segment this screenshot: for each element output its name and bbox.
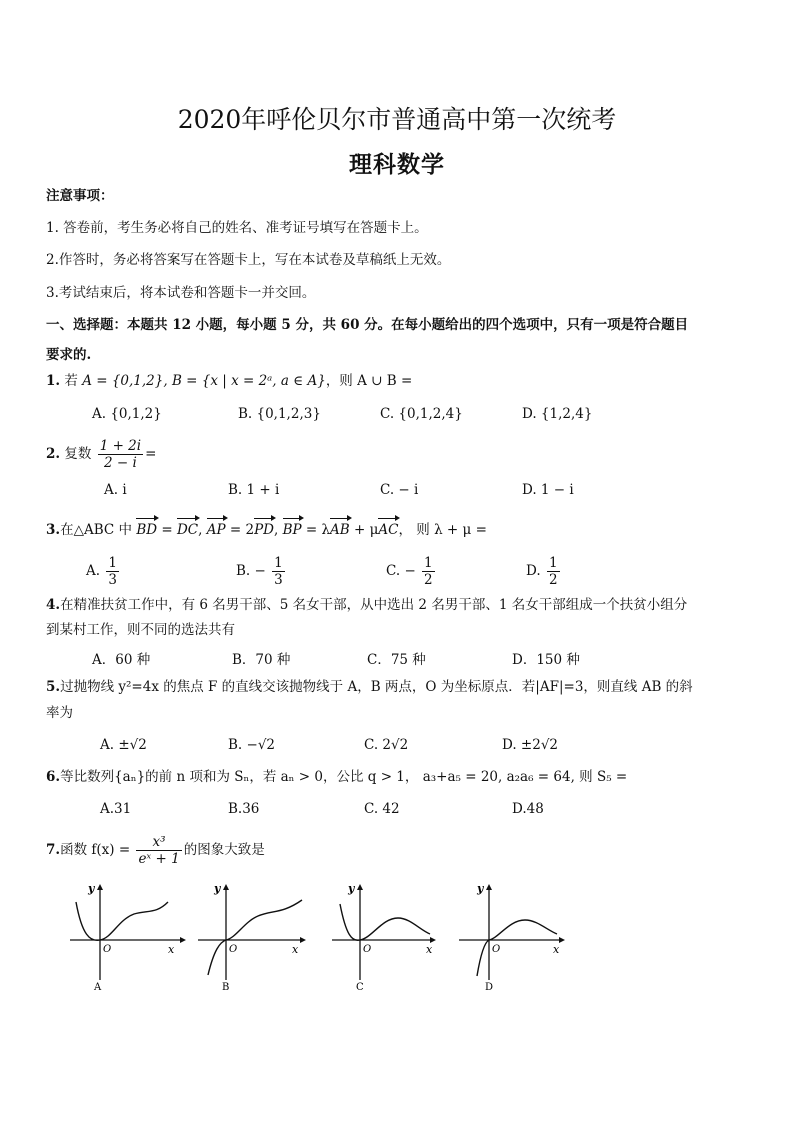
option-label: B. <box>236 563 251 579</box>
y-arrow <box>223 884 229 890</box>
question-text: 等比数列{aₙ}的前 n 项和为 Sₙ，若 aₙ > 0，公比 q > 1， a₃+a₅ = 20, a₂a₆ = 64, 则 S₅ = <box>60 769 628 785</box>
fraction-numerator: 1 <box>108 555 117 571</box>
origin-label: O <box>363 944 372 955</box>
vector-ap: AP <box>206 522 226 538</box>
vector-dc: DC <box>176 522 199 538</box>
option-label: C. <box>386 563 401 579</box>
graph-c <box>330 880 450 995</box>
section-heading-line1: 一、选择题：本题共 12 小题，每小题 5 分，共 60 分。在每小题给出的四个选项中，只有一项是符合题目 <box>46 317 689 333</box>
vector-pd: PD <box>254 522 274 538</box>
graph-label: C <box>356 982 364 993</box>
graph-d <box>455 880 575 995</box>
graph-label: A <box>94 982 102 993</box>
x-label: x <box>168 943 175 956</box>
question-3 <box>46 520 487 540</box>
section-heading-line2: 要求的. <box>46 347 92 363</box>
q5-option-b: B. −√2 <box>228 737 276 753</box>
q1-option-a: A. {0,1,2} <box>92 406 162 422</box>
fraction-denominator: 3 <box>274 572 283 588</box>
math-symbol: = 2 <box>225 522 255 538</box>
math-symbol: , <box>273 522 283 538</box>
question-number: 2. <box>46 446 61 462</box>
q5-option-c: C. 2√2 <box>364 737 409 753</box>
question-text: 在△ABC 中 <box>60 522 133 538</box>
q6-option-a: A.31 <box>100 801 132 817</box>
graph-a <box>68 880 188 995</box>
question-text: 复数 <box>64 446 92 462</box>
graph-label: D <box>485 982 494 993</box>
y-arrow <box>97 884 103 890</box>
fraction-denominator: 2 <box>548 572 558 588</box>
q4-option-c: C．75 种 <box>367 652 426 668</box>
question-text: 过抛物线 y²=4x 的焦点 F 的直线交该抛物线于 A，B 两点，O 为坐标原点．若|AF|=3，则直线 AB 的斜 <box>60 679 693 695</box>
y-label: y <box>348 882 355 895</box>
fraction-denominator: eˣ + 1 <box>138 851 180 867</box>
curve <box>340 904 430 940</box>
q5-option-a: A. ±√2 <box>100 737 147 753</box>
q4-option-d: D．150 种 <box>512 652 580 668</box>
notice-item-1: 1. 答卷前，考生务必将自己的姓名、准考证号填写在答题卡上。 <box>46 220 428 236</box>
question-text: 的图象大致是 <box>183 842 265 858</box>
fraction-numerator: 1 + 2i <box>99 438 142 454</box>
math-symbol: = <box>157 522 177 538</box>
fraction <box>547 555 560 588</box>
q1-option-c: C. {0,1,2,4} <box>380 406 463 422</box>
x-arrow <box>559 937 565 943</box>
x-label: x <box>426 943 433 956</box>
question-number: 5. <box>46 679 61 695</box>
question-5-line2: 率为 <box>46 705 73 721</box>
q4-option-a: A．60 种 <box>92 652 151 668</box>
question-2 <box>46 438 156 471</box>
math-expression: A = {0,1,2}, B = {x | x = 2ᵃ, a ∈ A} <box>82 373 326 389</box>
fraction-denominator: 2 <box>424 572 433 588</box>
fraction-numerator: 1 <box>424 555 433 571</box>
math-symbol: , <box>198 522 207 538</box>
y-arrow <box>357 884 363 890</box>
fraction-numerator: 1 <box>548 555 558 571</box>
question-4-line1 <box>46 595 687 615</box>
notice-heading: 注意事项： <box>46 188 114 204</box>
option-label: A. <box>86 563 101 579</box>
origin-label: O <box>229 944 238 955</box>
origin-label: O <box>492 944 501 955</box>
graph-label: B <box>222 982 230 993</box>
q5-option-d: D. ±2√2 <box>502 737 559 753</box>
q3-option-a <box>86 555 121 588</box>
vector-bd: BD <box>136 522 158 538</box>
fraction <box>106 555 119 588</box>
fraction-denominator: 2 − i <box>103 455 137 471</box>
fraction-denominator: 3 <box>108 572 117 588</box>
question-number: 7. <box>46 842 61 858</box>
fraction-numerator: x³ <box>136 834 181 851</box>
question-4-line2: 到某村工作，则不同的选法共有 <box>46 622 235 638</box>
exam-title: 2020年呼伦贝尔市普通高中第一次统考 <box>177 105 617 134</box>
fraction <box>422 555 435 588</box>
q4-option-b: B．70 种 <box>232 652 291 668</box>
question-text: ，则 A ∪ B = <box>325 373 413 389</box>
x-label: x <box>553 943 560 956</box>
question-number: 4. <box>46 597 61 613</box>
question-number: 1. <box>46 373 61 389</box>
q3-option-d <box>526 555 562 588</box>
fraction <box>136 834 181 867</box>
q2-option-d: D. 1 − i <box>522 482 574 498</box>
question-text: = <box>145 446 157 462</box>
q1-option-d: D. {1,2,4} <box>522 406 593 422</box>
exam-subtitle: 理科数学 <box>349 151 445 178</box>
question-5-line1 <box>46 677 693 697</box>
x-label: x <box>292 943 299 956</box>
notice-item-2: 2.作答时，务必将答案写在答题卡上，写在本试卷及草稿纸上无效。 <box>46 252 451 268</box>
fraction-numerator: 1 <box>274 555 283 571</box>
curve <box>208 900 302 975</box>
curve <box>76 902 168 940</box>
y-label: y <box>88 882 95 895</box>
math-symbol: = λ <box>301 522 331 538</box>
question-7 <box>46 834 265 867</box>
q2-option-c: C. − i <box>380 482 419 498</box>
vector-ab: AB <box>330 522 350 538</box>
q6-option-b: B.36 <box>228 801 260 817</box>
x-arrow <box>180 937 186 943</box>
y-arrow <box>486 884 492 890</box>
question-6 <box>46 767 627 787</box>
q2-option-b: B. 1 + i <box>228 482 280 498</box>
fraction <box>272 555 285 588</box>
question-text: 在精准扶贫工作中，有 6 名男干部、5 名女干部，从中选出 2 名男干部、1 名女干部组成一个扶贫小组分 <box>60 597 688 613</box>
q3-option-c <box>386 555 437 588</box>
y-label: y <box>214 882 221 895</box>
graph-b <box>196 880 316 995</box>
option-sign: − <box>404 563 416 579</box>
x-arrow <box>300 937 306 943</box>
origin-label: O <box>103 944 112 955</box>
q6-option-d: D.48 <box>512 801 544 817</box>
option-label: D. <box>526 563 541 579</box>
question-number: 6. <box>46 769 61 785</box>
y-label: y <box>477 882 484 895</box>
q3-option-b <box>236 555 287 588</box>
question-number: 3. <box>46 522 61 538</box>
question-text: 函数 f(x) = <box>60 842 131 858</box>
math-symbol: + μ <box>349 522 379 538</box>
q1-option-b: B. {0,1,2,3} <box>238 406 321 422</box>
q2-option-a: A. i <box>104 482 127 498</box>
fraction <box>98 438 143 471</box>
notice-item-3: 3.考试结束后，将本试卷和答题卡一并交回。 <box>46 285 316 301</box>
vector-ac: AC <box>378 522 399 538</box>
question-text: 若 <box>64 373 78 389</box>
vector-bp: BP <box>282 522 302 538</box>
q6-option-c: C. 42 <box>364 801 400 817</box>
option-sign: − <box>254 563 266 579</box>
question-text: ， 则 λ + μ = <box>398 522 487 538</box>
question-1 <box>46 371 412 391</box>
